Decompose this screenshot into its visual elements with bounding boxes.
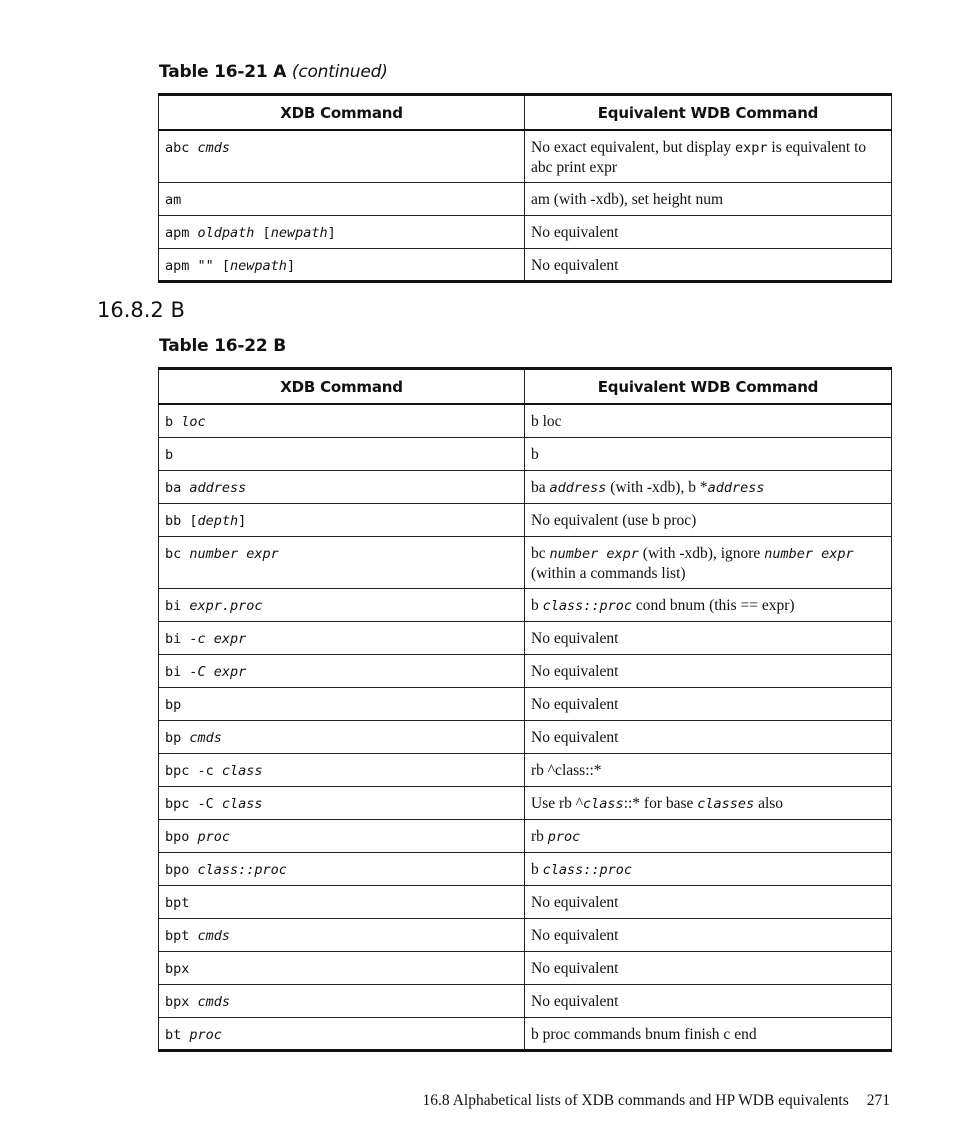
cell-text: class::proc (542, 861, 633, 878)
cell-text: ] (327, 224, 336, 241)
cell-text: bp (165, 729, 190, 746)
table-row (159, 503, 892, 536)
cell-text: address (707, 479, 765, 496)
cell-text: cond bnum (this == expr) (632, 596, 795, 614)
cell-text: b (165, 446, 174, 463)
wdb-command-cell (525, 130, 892, 182)
table-row (159, 687, 892, 720)
cell-text: No equivalent (531, 629, 619, 647)
wdb-command-cell (525, 621, 892, 654)
cell-text: Use rb ^ (531, 794, 584, 812)
footer-text: 16.8 Alphabetical lists of XDB commands and HP WDB equivalents (422, 1092, 849, 1109)
cell-text: bpo (165, 828, 198, 845)
table-row (159, 437, 892, 470)
wdb-command-cell (525, 852, 892, 885)
cell-text: class (583, 795, 624, 812)
cell-text: bpc -C (165, 795, 222, 812)
table-row (159, 248, 892, 281)
cell-text: bpx (165, 960, 190, 977)
table-row (159, 536, 892, 588)
cell-text: apm "" [ (165, 257, 231, 274)
xdb-command-cell (159, 984, 525, 1017)
cell-text: bi (165, 663, 190, 680)
cell-text: No exact equivalent, but display (531, 139, 736, 156)
cell-text: address (189, 479, 247, 496)
table-row (159, 470, 892, 503)
cell-text: No equivalent (use b proc) (531, 511, 697, 529)
wdb-command-cell (525, 503, 892, 536)
xdb-command-cell (159, 130, 525, 182)
cell-text: bpx (165, 993, 198, 1010)
cell-text: apm (165, 224, 198, 241)
cell-text: b (531, 445, 539, 463)
xdb-command-cell (159, 588, 525, 621)
cell-text: proc (547, 828, 581, 845)
cell-text: am (165, 191, 182, 208)
cell-text: bc (531, 544, 550, 562)
cell-text: newpath (230, 257, 287, 274)
wdb-command-cell (525, 248, 892, 281)
wdb-command-cell (525, 588, 892, 621)
table-row (159, 951, 892, 984)
cell-text: depth (197, 512, 239, 529)
cell-text: No equivalent (531, 992, 619, 1010)
cell-text: cmds (197, 993, 231, 1010)
wdb-command-cell (525, 470, 892, 503)
table-a-caption-suffix: (continued) (291, 62, 388, 82)
xdb-command-cell (159, 918, 525, 951)
cell-text: bpo (165, 861, 198, 878)
cell-text: abc (165, 140, 198, 156)
cell-text: (with -xdb), b * (606, 478, 708, 496)
xdb-command-cell (159, 819, 525, 852)
column-header-xdb: XDB Command (159, 95, 525, 131)
table-row (159, 786, 892, 819)
table-row (159, 130, 892, 182)
xdb-command-cell (159, 248, 525, 281)
cell-text: ba (165, 479, 190, 496)
table-row (159, 182, 892, 215)
column-header-xdb: XDB Command (159, 369, 525, 405)
cell-text: class::proc (197, 861, 287, 878)
cell-text: cmds (197, 140, 231, 156)
cell-text: bpt (165, 894, 190, 911)
xdb-command-cell (159, 720, 525, 753)
cell-text: ] (286, 257, 296, 274)
table-b-caption (159, 336, 286, 356)
xdb-command-cell (159, 1017, 525, 1050)
wdb-command-cell (525, 215, 892, 248)
wdb-command-cell (525, 753, 892, 786)
xdb-command-cell (159, 470, 525, 503)
table-a-caption-title: Table 16-21 A (159, 62, 287, 82)
cell-text: loc (181, 414, 206, 430)
wdb-command-cell (525, 1017, 892, 1050)
cell-text: oldpath (197, 224, 255, 241)
cell-text: -C expr (189, 663, 247, 680)
cell-text: bpc -c (165, 762, 222, 779)
wdb-command-cell (525, 536, 892, 588)
cell-text: No equivalent (531, 256, 619, 274)
xdb-command-cell (159, 503, 525, 536)
table-b (158, 367, 892, 1052)
xdb-command-cell (159, 687, 525, 720)
cell-text: ba (531, 478, 550, 496)
cell-text: No equivalent (531, 893, 619, 911)
wdb-command-cell (525, 654, 892, 687)
xdb-command-cell (159, 951, 525, 984)
wdb-command-cell (525, 437, 892, 470)
xdb-command-cell (159, 536, 525, 588)
wdb-command-cell (525, 984, 892, 1017)
cell-text: ] (238, 512, 247, 529)
column-header-wdb: Equivalent WDB Command (525, 369, 892, 405)
xdb-command-cell (159, 404, 525, 437)
table-row (159, 1017, 892, 1050)
cell-text: No equivalent (531, 223, 619, 241)
table-row (159, 404, 892, 437)
page-footer (423, 1092, 890, 1110)
cell-text: No equivalent (531, 695, 619, 713)
xdb-command-cell (159, 786, 525, 819)
xdb-command-cell (159, 182, 525, 215)
cell-text: b loc (531, 413, 562, 430)
cell-text: number expr (189, 545, 279, 562)
cell-text: bc (165, 545, 190, 562)
xdb-command-cell (159, 654, 525, 687)
xdb-command-cell (159, 437, 525, 470)
wdb-command-cell (525, 951, 892, 984)
cell-text: am (with -xdb), set height num (531, 190, 723, 208)
cell-text: class (221, 795, 263, 812)
table-row (159, 984, 892, 1017)
cell-text: b (165, 414, 182, 430)
section-heading: 16.8.2 B (97, 298, 185, 322)
cell-text: proc (189, 1026, 222, 1043)
cell-text: also (754, 794, 784, 812)
cell-text: cmds (197, 927, 231, 944)
page-number: 271 (866, 1092, 890, 1109)
cell-text: bpt (165, 927, 198, 944)
xdb-command-cell (159, 852, 525, 885)
wdb-command-cell (525, 720, 892, 753)
wdb-command-cell (525, 786, 892, 819)
xdb-command-cell (159, 753, 525, 786)
cell-text: classes (697, 795, 755, 812)
cell-text: b (531, 860, 543, 878)
cell-text: bp (165, 696, 182, 713)
wdb-command-cell (525, 885, 892, 918)
cell-text: bi (165, 597, 190, 614)
cell-text: (with -xdb), ignore (638, 544, 765, 562)
table-row (159, 654, 892, 687)
wdb-command-cell (525, 918, 892, 951)
table-row (159, 885, 892, 918)
cell-text: class (221, 762, 263, 779)
cell-text: rb (531, 827, 548, 845)
table-row (159, 918, 892, 951)
column-header-wdb: Equivalent WDB Command (525, 95, 892, 131)
cell-text: number expr (549, 545, 639, 562)
table-row (159, 753, 892, 786)
table-row (159, 852, 892, 885)
cell-text: expr.proc (189, 597, 263, 614)
cell-text: b proc commands bnum finish c end (531, 1025, 757, 1043)
cell-text: proc (197, 828, 231, 845)
cell-text: address (549, 479, 607, 496)
cell-text: newpath (270, 224, 328, 241)
cell-text: No equivalent (531, 662, 619, 680)
cell-text: No equivalent (531, 926, 619, 944)
cell-text: cmds (189, 729, 222, 746)
cell-text: ::* for base (623, 794, 698, 812)
wdb-command-cell (525, 819, 892, 852)
xdb-command-cell (159, 621, 525, 654)
cell-text: rb ^class::* (531, 761, 602, 779)
cell-text: bb [ (165, 512, 198, 529)
table-b-caption-title: Table 16-22 B (159, 336, 286, 356)
cell-text: bi (165, 630, 190, 647)
cell-text: No equivalent (531, 728, 619, 746)
cell-text: (within a commands list) (531, 564, 686, 582)
cell-text: class::proc (542, 597, 633, 614)
table-a-caption (159, 62, 388, 82)
cell-text: number expr (764, 545, 854, 562)
cell-text: b (531, 596, 543, 614)
wdb-command-cell (525, 182, 892, 215)
table-row (159, 621, 892, 654)
table-row (159, 215, 892, 248)
cell-text: -c expr (189, 630, 247, 647)
wdb-command-cell (525, 404, 892, 437)
table-a (158, 93, 892, 283)
table-row (159, 588, 892, 621)
cell-text: expr (735, 140, 768, 156)
table-row (159, 720, 892, 753)
cell-text: [ (254, 224, 271, 241)
table-b-header-row (159, 369, 892, 405)
table-a-header-row (159, 95, 892, 131)
cell-text: No equivalent (531, 959, 619, 977)
xdb-command-cell (159, 215, 525, 248)
wdb-command-cell (525, 687, 892, 720)
table-row (159, 819, 892, 852)
cell-text: bt (165, 1026, 190, 1043)
xdb-command-cell (159, 885, 525, 918)
cell-text: is equivalent to abc print expr (531, 139, 867, 176)
